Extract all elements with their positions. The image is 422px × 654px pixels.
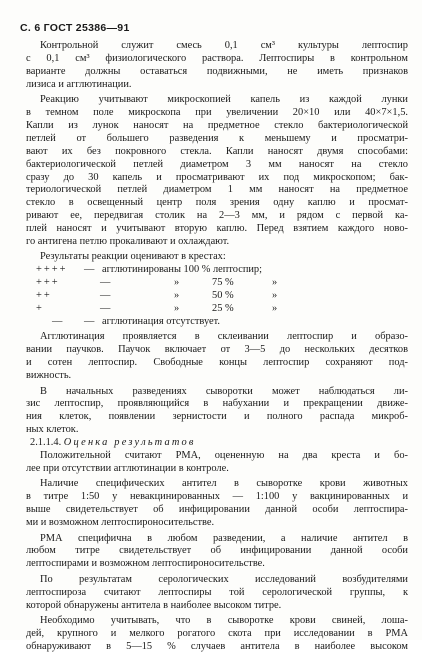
section-heading (26, 437, 408, 450)
document-body (26, 40, 408, 654)
results-label: агглютинированы 100 % лептоспир; (102, 264, 263, 276)
section-title: Оценка результатов (63, 437, 196, 449)
text-line: бактериологической петлей диаметром 3 мм наносят на стекло (26, 158, 408, 170)
results-crosses: + (36, 303, 44, 315)
results-tail: » (272, 303, 278, 315)
paragraph-positive (26, 450, 408, 476)
text-line: Капли из лунок наносят на предметное стекло бактериологической (26, 119, 408, 131)
text-line: ми и возможном лептоспироносительстве. (26, 517, 215, 529)
paragraph-initial-dilutions (26, 386, 408, 438)
results-crosses: +++ (36, 277, 60, 289)
results-percent: 50 % (212, 290, 234, 302)
text-line: ных клеток. (26, 424, 79, 436)
section-number: 2.1.1.4. (30, 437, 62, 449)
text-line: вают их без покровного стекла. Капли наносят двумя способами: (26, 145, 408, 157)
text-line: и сотен лептоспир. Свободные концы лептоспир сохраняют под- (26, 357, 408, 369)
results-label: агглютинация отсутствует. (102, 315, 220, 327)
results-tail: » (272, 290, 278, 302)
results-label: » (174, 303, 180, 315)
text-line: териологической петлей диаметром 1 мм наносят на предметное (26, 184, 408, 196)
text-line: с 0,1 см³ физиологического раствора. Лептоспиры в контрольном (26, 52, 408, 64)
results-intro: Результаты реакции оценивают в крестах: (40, 251, 226, 263)
results-crosses: — (52, 315, 63, 327)
paragraph-agglutination (26, 331, 408, 383)
text-line: В начальных разведениях сыворотки может наблюдаться ли- (40, 385, 408, 397)
text-line: Положительной считают РМА, оцененную на два креста и бо- (40, 450, 408, 462)
results-tail: » (272, 277, 278, 289)
paragraph-reaction (26, 94, 408, 249)
results-percent: 25 % (212, 303, 234, 315)
text-line: Необходимо учитывать, что в сыворотке крови свиней, лоша- (40, 615, 408, 627)
results-dash: — (100, 290, 111, 302)
text-line: дей, крупного и мелкого рогатого скота при исследовании в РМА (26, 627, 408, 639)
text-line: РМА специфична в любом разведении, а наличие антител в (40, 532, 408, 544)
text-line: лептоспирами и возможном лептоспироносительстве. (26, 558, 265, 570)
text-line: го антигена петлю прокаливают и охлаждают. (26, 235, 230, 247)
results-label: » (174, 277, 180, 289)
text-line: Реакцию учитывают микроскопией капель из каждой лунки (40, 94, 408, 106)
page-header: С. 6 ГОСТ 25386—91 (20, 22, 130, 34)
text-line: которой обнаружены антитела в наиболее высоком титре. (26, 599, 282, 611)
text-line: обнаруживают в 5—15 % случаев антитела в наиболее высоком (26, 640, 408, 652)
text-line: стекло в освещенный центр поля зрения одну каплю и просмат- (26, 197, 408, 209)
text-line: в титре 1:50 у невакцинированных — 1:100 у вакцинированных и (26, 491, 408, 503)
text-line: ния клеток, появлении зернистости и полного распада микроб- (26, 411, 408, 423)
paragraph-rma (26, 533, 408, 572)
text-line: варианте должны оставаться подвижными, не иметь признаков (26, 65, 408, 77)
text-line: лизиса и агглютинации. (26, 78, 132, 90)
results-dash: — (84, 315, 95, 327)
text-line: сразу до 30 капель и просматривают их под микроскопом; бак- (26, 171, 408, 183)
text-line: ривают ее, передвигая столик на 2—3 мм, и рядом с первой ка- (26, 210, 408, 222)
text-line: лее при отсутствии агглютинации в контроле. (26, 462, 229, 474)
text-line: Наличие специфических антител в сыворотке крови животных (40, 478, 408, 490)
text-line: плей наносят и учитывают вторую каплю. Перед взятием каждого ново- (26, 223, 408, 235)
text-line: любом титре свидетельствует об инфицировании данной особи (26, 545, 408, 557)
results-percent: 75 % (212, 277, 234, 289)
paragraph-serology (26, 574, 408, 613)
text-line: вании паучков. Паучок включает от 3—5 до нескольких десятков (26, 344, 408, 356)
text-line: в темном поле микроскопа при увеличении 20×10 или 40×7×1,5. (26, 107, 408, 119)
results-table (26, 264, 408, 329)
results-dash: — (100, 303, 111, 315)
text-line: Агглютинация проявляется в склеивании лептоспир и образо- (40, 331, 408, 343)
paragraph-specific-antibodies (26, 478, 408, 530)
results-crosses: ++ (36, 290, 52, 302)
results-crosses: ++++ (36, 264, 68, 276)
text-line: зис лептоспир, проявляющийся в набухании и прекращении движе- (26, 398, 408, 410)
results-label: » (174, 290, 180, 302)
text-line: Контрольной служит смесь 0,1 см³ культуры лептоспир (40, 40, 408, 51)
text-line: По результатам серологических исследований возбудителями (40, 573, 408, 585)
text-line: петлей от большего разведения к меньшему и просматри- (26, 132, 408, 144)
results-dash: — (100, 277, 111, 289)
text-line: выше свидетельствует об инфицировании данной особи лептоспира- (26, 504, 408, 516)
results-dash: — (84, 264, 95, 276)
text-line: лептоспироза считают лептоспиры той серологической группы, к (26, 586, 408, 598)
paragraph-control (26, 40, 408, 92)
text-line: вижность. (26, 370, 72, 382)
paragraph-note (26, 615, 408, 654)
